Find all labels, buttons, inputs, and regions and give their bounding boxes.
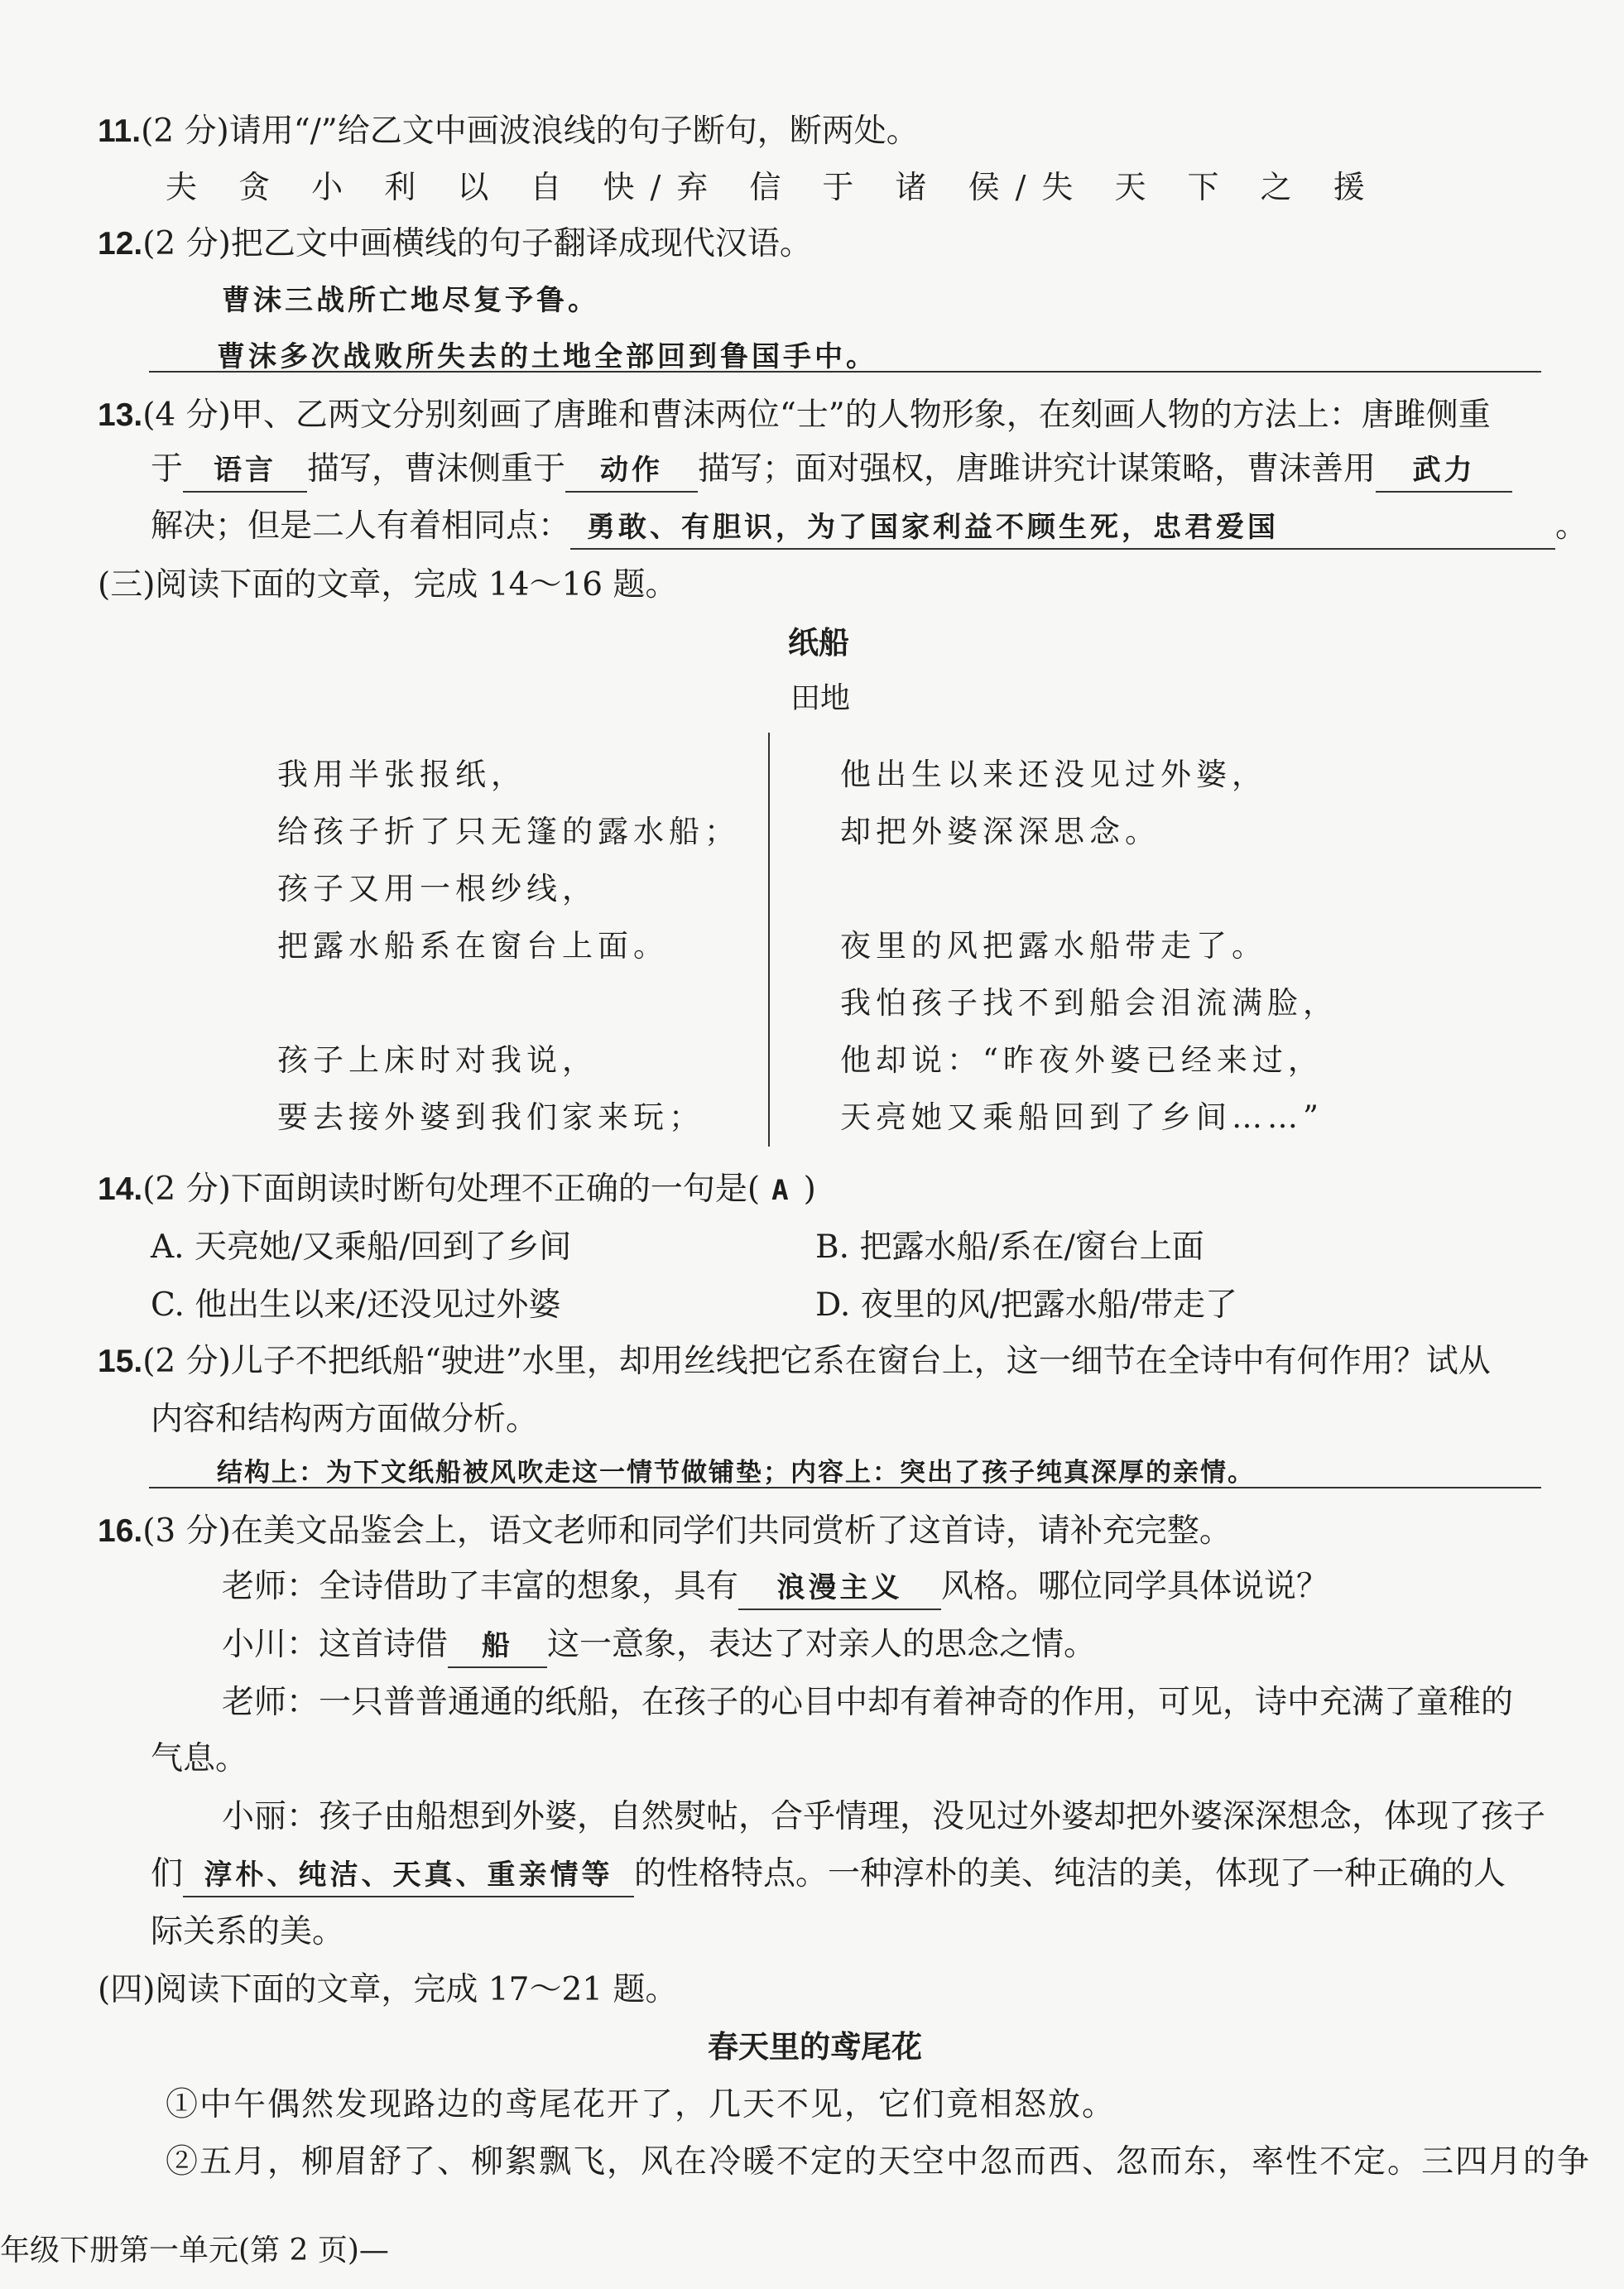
q12-number: 12. [98, 226, 143, 262]
q16-l6b: 的性格特点。一种淳朴的美、纯洁的美，体现了一种正确的人 [634, 1855, 1506, 1892]
poem-line: 我用半张报纸， [277, 757, 526, 792]
essay-paragraph-2: ②五月，柳眉舒了、柳絮飘飞，风在冷暖不定的天空中忽而西、忽而东，率性不定。三四月的争 [166, 2143, 1592, 2181]
q16-line2 [222, 1618, 1096, 1668]
q13-text-p5: 。 [1555, 507, 1588, 545]
poem-line: 给孩子折了只无篷的露水船； [277, 814, 740, 849]
section3-heading: (三)阅读下面的文章，完成 14～16 题。 [98, 566, 678, 604]
poem-author: 田地 [790, 681, 851, 715]
q11-text: (2 分)请用“/”给乙文中画波浪线的句子断句，断两处。 [141, 113, 919, 150]
q13-blank-3: 武力 [1376, 450, 1512, 493]
poem-line: 孩子又用一根纱线， [277, 871, 598, 906]
q14-number: 14. [98, 1171, 143, 1207]
essay-paragraph-1: ①中午偶然发现路边的鸢尾花开了，几天不见，它们竟相怒放。 [166, 2086, 1117, 2123]
poem-column-divider [768, 733, 770, 1147]
q16-l2b: 这一意象，表达了对亲人的思念之情。 [547, 1626, 1097, 1663]
q12-text: (2 分)把乙文中画横线的句子翻译成现代汉语。 [142, 225, 812, 262]
q13-blank-4: 勇敢、有胆识，为了国家利益不顾生死，忠君爱国 [570, 507, 1555, 550]
q12-answer: 曹沫多次战败所失去的土地全部回到鲁国手中。 [217, 340, 877, 373]
q16-l6a: 们 [151, 1855, 184, 1892]
q16-line1 [222, 1560, 1329, 1610]
q16-blank-3: 淳朴、纯洁、天真、重亲情等 [183, 1854, 634, 1897]
poem-line: 夜里的风把露水船带走了。 [840, 928, 1267, 964]
q16-number: 16. [98, 1513, 143, 1549]
q15-number: 15. [98, 1344, 143, 1379]
q16-line7: 际关系的美。 [151, 1913, 345, 1950]
section4-heading: (四)阅读下面的文章，完成 17～21 题。 [98, 1971, 678, 2008]
q13-text-p2: 描写，曹沫侧重于 [307, 450, 566, 488]
q12-prompt [98, 218, 812, 264]
q13-text-p3: 描写；面对强权，唐雎讲究计谋策略，曹沫善用 [698, 450, 1377, 488]
q13-line3 [151, 500, 1588, 550]
q15-line1: (2 分)儿子不把纸船“驶进”水里，却用丝线把它系在窗台上，这一细节在全诗中有何作用？试从 [142, 1343, 1491, 1380]
q16-blank-1: 浪漫主义 [738, 1567, 941, 1610]
q15-line2: 内容和结构两方面做分析。 [151, 1401, 539, 1438]
q14-answer: A [771, 1174, 792, 1207]
q14-close: ) [803, 1171, 816, 1208]
q12-sentence: 曹沫三战所亡地尽复予鲁。 [222, 284, 599, 317]
essay-title: 春天里的鸢尾花 [708, 2030, 922, 2064]
q13-line1: (4 分)甲、乙两文分别刻画了唐雎和曹沫两位“士”的人物形象，在刻画人物的方法上：唐雎侧重 [142, 397, 1491, 434]
q14-option-d: D. 夜里的风/把露水船/带走了 [815, 1286, 1237, 1324]
q16-line3: 老师：一只普普通通的纸船，在孩子的心目中却有着神奇的作用，可见，诗中充满了童稚的 [222, 1684, 1514, 1721]
q13-text-p4: 解决；但是二人有着相同点： [151, 507, 571, 545]
q15-answer: 结构上：为下文纸船被风吹走这一情节做铺垫；内容上：突出了孩子纯真深厚的亲情。 [217, 1458, 1255, 1488]
q16-l2a: 小川：这首诗借 [222, 1626, 449, 1663]
poem-line: 我怕孩子找不到船会泪流满脸， [840, 985, 1338, 1021]
q16-l1b: 风格。哪位同学具体说说？ [941, 1568, 1329, 1605]
q14-option-a: A. 天亮她/又乘船/回到了乡间 [151, 1229, 572, 1266]
poem-line: 要去接外婆到我们家来玩； [277, 1099, 704, 1135]
q13-text-p1: 于 [151, 450, 184, 488]
q14-option-b: B. 把露水船/系在/窗台上面 [815, 1229, 1204, 1266]
q14-text: (2 分)下面朗读时断句处理不正确的一句是( [142, 1171, 761, 1208]
poem-line: 天亮她又乘船回到了乡间……” [840, 1099, 1324, 1135]
q13-prompt [98, 389, 1491, 435]
poem-line: 他却说：“昨夜外婆已经来过， [840, 1042, 1324, 1078]
q13-blank-1: 语言 [183, 450, 307, 493]
q16-line5: 小丽：孩子由船想到外婆，自然熨帖，合乎情理，没见过外婆却把外婆深深想念，体现了孩子 [222, 1798, 1546, 1835]
q16-blank-2: 船 [448, 1625, 547, 1668]
q16-l1a: 老师：全诗借助了丰富的想象，具有 [222, 1568, 739, 1605]
q15-prompt [98, 1335, 1491, 1382]
q15-answer-line [149, 1487, 1541, 1488]
poem-line: 孩子上床时对我说， [277, 1042, 598, 1078]
q13-blank-2: 动作 [565, 450, 698, 493]
poem-line: 把露水船系在窗台上面。 [277, 928, 669, 964]
poem-line: 他出生以来还没见过外婆， [840, 757, 1267, 792]
q14-option-c: C. 他出生以来/还没见过外婆 [151, 1286, 561, 1324]
q13-number: 13. [98, 397, 143, 433]
poem-line: 却把外婆深深思念。 [840, 814, 1160, 849]
q11-prompt [98, 105, 919, 151]
q13-line2 [151, 443, 1512, 493]
q11-number: 11. [98, 113, 142, 149]
page-footer: 年级下册第一单元(第 2 页)— [0, 2234, 389, 2267]
q11-answer: 夫 贪 小 利 以 自 快/弃 信 于 诸 侯/失 天 下 之 援 [166, 169, 1381, 205]
q16-line6 [151, 1848, 1506, 1897]
q14-prompt [98, 1163, 816, 1209]
q12-answer-line [149, 371, 1541, 373]
q16-line4: 气息。 [151, 1740, 248, 1777]
q16-text: (3 分)在美文品鉴会上，语文老师和同学们共同赏析了这首诗，请补充完整。 [142, 1512, 1232, 1550]
q16-prompt [98, 1505, 1232, 1551]
poem-title: 纸船 [788, 626, 849, 660]
